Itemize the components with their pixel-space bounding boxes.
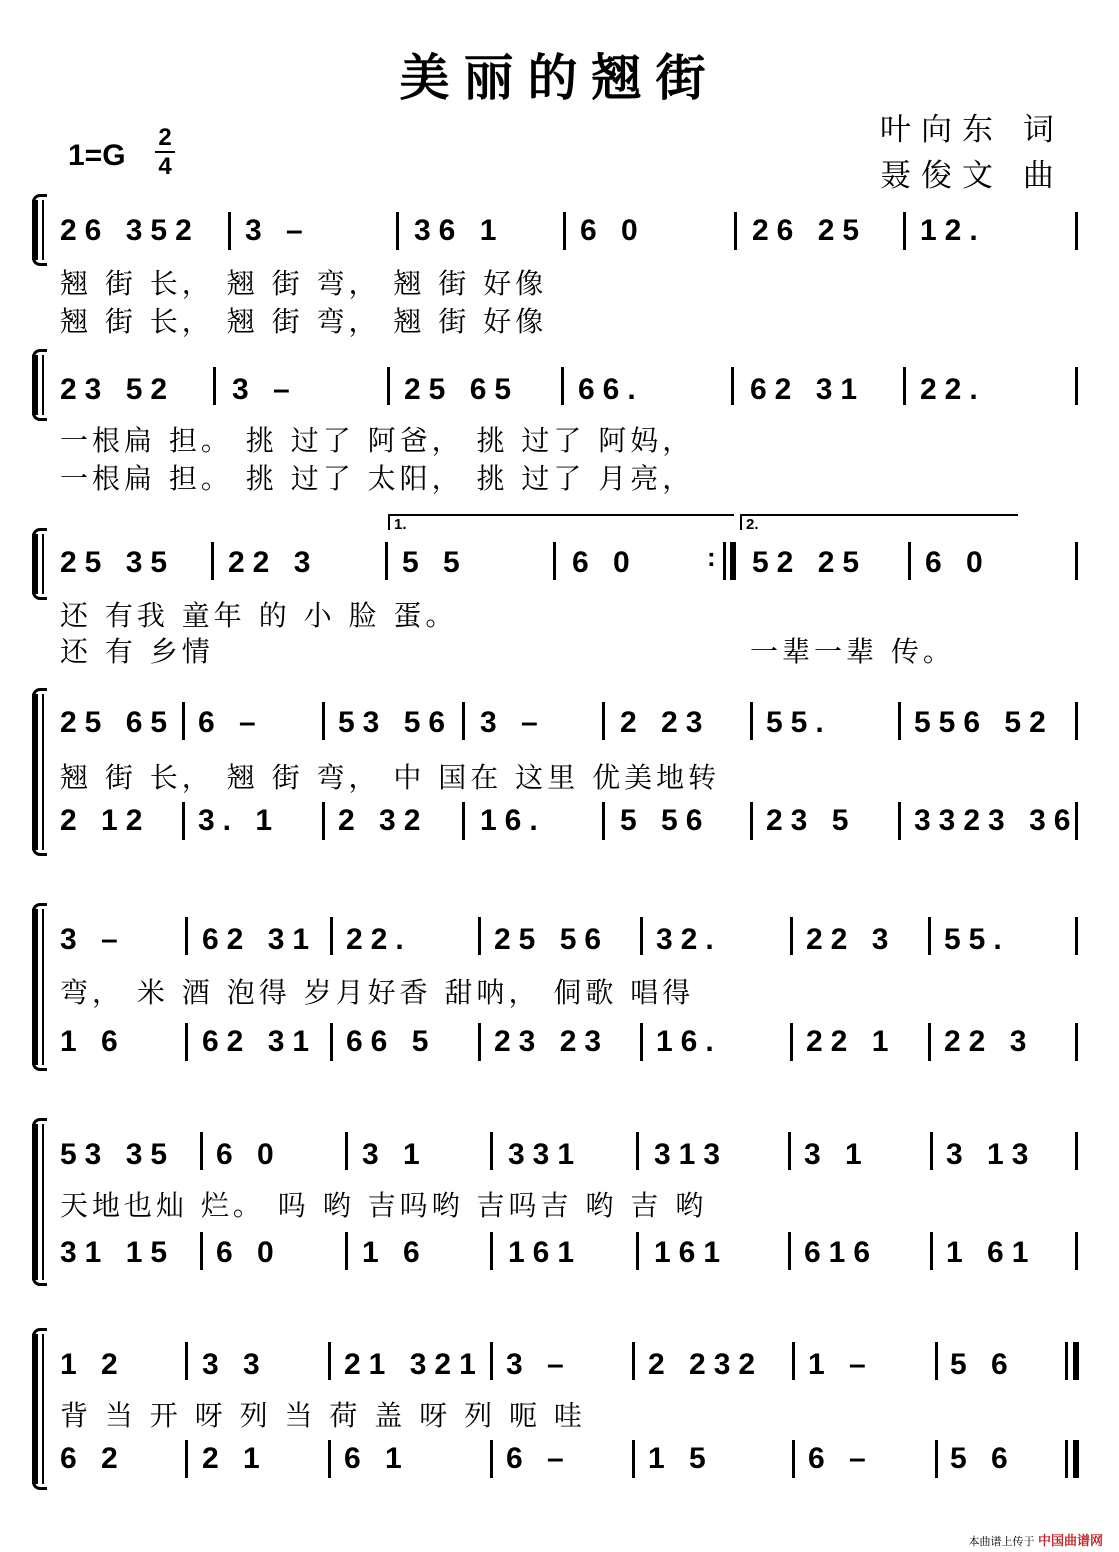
footer-prefix: 本曲谱上传于 <box>968 1535 1035 1548</box>
measure: 5 56 <box>620 804 711 837</box>
barline <box>903 367 906 405</box>
measure: 2 12 <box>60 804 151 837</box>
lyric-line: 一根扁 担。 挑 过了 太阳， 挑 过了 月亮， <box>60 462 695 495</box>
barline <box>462 802 465 840</box>
volta-first-ending: 1. <box>388 514 734 530</box>
system-bracket <box>32 694 38 850</box>
barline <box>185 917 188 955</box>
measure: 616 <box>804 1236 879 1269</box>
barline <box>723 542 726 580</box>
barline <box>322 802 325 840</box>
measure: 6 0 <box>580 214 646 247</box>
score-system-6 <box>0 1120 1119 1290</box>
lyric-line: 翘 街 长， 翘 街 弯， 翘 街 好像 <box>60 305 548 338</box>
lyric-line: 翘 街 长， 翘 街 弯， 中 国在 这里 优美地转 <box>60 761 721 794</box>
barline <box>636 1132 639 1170</box>
score-system-2 <box>0 355 1119 495</box>
barline <box>788 1232 791 1270</box>
measure: 55. <box>944 923 1010 956</box>
barline <box>790 917 793 955</box>
barline <box>928 1023 931 1061</box>
measure: 6 0 <box>216 1138 282 1171</box>
barline <box>792 1342 795 1380</box>
measure: 3 – <box>60 923 126 956</box>
measure: 53 56 <box>338 706 454 739</box>
barline <box>935 1440 938 1478</box>
repeat-sign: : <box>707 542 716 572</box>
lyricist-credit: 叶向东 词 <box>880 112 1064 148</box>
measure: 331 <box>508 1138 583 1171</box>
time-signature-bottom: 4 <box>158 153 172 180</box>
barline <box>185 1342 188 1380</box>
barline <box>908 542 911 580</box>
measure: 25 56 <box>494 923 610 956</box>
barline <box>1075 212 1078 250</box>
measure: 53 35 <box>60 1138 176 1171</box>
barline <box>1075 542 1078 580</box>
barline <box>213 367 216 405</box>
measure: 16. <box>656 1025 722 1058</box>
measure: 6 0 <box>216 1236 282 1269</box>
system-bracket <box>32 909 38 1065</box>
barline <box>490 1440 493 1478</box>
measure: 1 5 <box>648 1442 714 1475</box>
barline <box>553 542 556 580</box>
barline <box>563 212 566 250</box>
measure: 313 <box>654 1138 729 1171</box>
measure: 2 1 <box>202 1442 268 1475</box>
barline <box>1075 367 1078 405</box>
score-system-3 <box>0 512 1119 672</box>
measure: 21 321 <box>344 1348 484 1381</box>
lyric-line: 翘 街 长， 翘 街 弯， 翘 街 好像 <box>60 267 548 300</box>
barline <box>750 802 753 840</box>
measure: 3 3 <box>202 1348 268 1381</box>
time-signature-top: 2 <box>155 124 175 153</box>
score-system-5 <box>0 905 1119 1075</box>
measure: 6 0 <box>925 546 991 579</box>
barline <box>734 212 737 250</box>
barline <box>322 702 325 740</box>
measure: 22. <box>346 923 412 956</box>
measure: 16. <box>480 804 546 837</box>
measure: 6 1 <box>344 1442 410 1475</box>
system-bracket <box>32 355 38 415</box>
system-bracket <box>32 1334 38 1484</box>
lyric-line: 一辈一辈 传。 <box>750 635 955 668</box>
measure: 1 – <box>808 1348 874 1381</box>
measure: 52 25 <box>752 546 868 579</box>
barline <box>396 212 399 250</box>
system-bracket <box>32 1124 38 1280</box>
score-system-4 <box>0 690 1119 860</box>
song-title: 美丽的翘街 <box>399 48 720 107</box>
barline <box>330 917 333 955</box>
final-barline-thin <box>1065 1342 1068 1380</box>
measure: 5 5 <box>402 546 468 579</box>
barline <box>182 702 185 740</box>
measure: 22 3 <box>806 923 897 956</box>
barline <box>228 212 231 250</box>
barline <box>898 802 901 840</box>
barline <box>602 702 605 740</box>
measure: 6 – <box>198 706 264 739</box>
measure: 22 3 <box>944 1025 1035 1058</box>
key-signature: 1=G <box>68 139 126 172</box>
measure: 1 2 <box>60 1348 126 1381</box>
barline <box>928 917 931 955</box>
barline <box>640 917 643 955</box>
measure: 3323 36 <box>914 804 1079 837</box>
barline <box>478 1023 481 1061</box>
volta-second-ending: 2. <box>740 514 1018 530</box>
barline <box>328 1342 331 1380</box>
score-system-7 <box>0 1330 1119 1500</box>
barline <box>385 542 388 580</box>
lyric-line: 一根扁 担。 挑 过了 阿爸， 挑 过了 阿妈， <box>60 424 695 457</box>
system-bracket <box>32 200 38 260</box>
measure: 26 25 <box>752 214 868 247</box>
measure: 6 – <box>506 1442 572 1475</box>
final-barline-thick <box>1073 1440 1079 1478</box>
measure: 22. <box>920 373 986 406</box>
barline <box>636 1232 639 1270</box>
system-bracket <box>32 534 38 594</box>
barline <box>328 1440 331 1478</box>
lyric-line: 背 当 开 呀 列 当 荷 盖 呀 列 呃 哇 <box>60 1399 586 1432</box>
lyric-line: 弯， 米 酒 泡得 岁月好香 甜呐， 侗歌 唱得 <box>60 976 695 1009</box>
final-barline-thin <box>1065 1440 1068 1478</box>
measure: 6 – <box>808 1442 874 1475</box>
measure: 2 32 <box>338 804 429 837</box>
barline <box>750 702 753 740</box>
barline <box>1075 1023 1078 1061</box>
measure: 66 5 <box>346 1025 437 1058</box>
barline <box>462 702 465 740</box>
barline <box>345 1232 348 1270</box>
score-system-1 <box>0 200 1119 340</box>
measure: 3 13 <box>946 1138 1037 1171</box>
barline <box>345 1132 348 1170</box>
barline <box>185 1440 188 1478</box>
measure: 161 <box>508 1236 583 1269</box>
barline <box>561 367 564 405</box>
measure: 32. <box>656 923 722 956</box>
barline <box>632 1342 635 1380</box>
measure: 22 3 <box>228 546 319 579</box>
measure: 1 6 <box>60 1025 126 1058</box>
barline <box>1075 917 1078 955</box>
barline <box>790 1023 793 1061</box>
final-barline-thick <box>1073 1342 1079 1380</box>
measure: 2 23 <box>620 706 711 739</box>
measure: 556 52 <box>914 706 1054 739</box>
measure: 12. <box>920 214 986 247</box>
measure: 2 232 <box>648 1348 764 1381</box>
footer-watermark <box>968 1530 1103 1549</box>
measure: 62 31 <box>202 1025 318 1058</box>
barline <box>898 702 901 740</box>
measure: 36 1 <box>414 214 505 247</box>
measure: 3. 1 <box>198 804 281 837</box>
barline <box>930 1132 933 1170</box>
barline <box>731 367 734 405</box>
measure: 22 1 <box>806 1025 897 1058</box>
barline <box>930 1232 933 1270</box>
barline <box>490 1132 493 1170</box>
measure: 23 5 <box>766 804 857 837</box>
barline <box>640 1023 643 1061</box>
barline <box>632 1440 635 1478</box>
barline <box>1075 1232 1078 1270</box>
measure: 62 31 <box>750 373 866 406</box>
barline <box>602 802 605 840</box>
measure: 3 – <box>506 1348 572 1381</box>
lyric-line: 天地也灿 烂。 吗 哟 吉吗哟 吉吗吉 哟 吉 哟 <box>60 1189 708 1222</box>
barline <box>330 1023 333 1061</box>
measure: 5 6 <box>950 1442 1016 1475</box>
barline <box>730 542 736 580</box>
barline <box>1075 1132 1078 1170</box>
measure: 5 6 <box>950 1348 1016 1381</box>
barline <box>200 1132 203 1170</box>
time-signature <box>155 124 175 180</box>
measure: 25 65 <box>404 373 520 406</box>
measure: 55. <box>766 706 832 739</box>
barline <box>185 1023 188 1061</box>
barline <box>211 542 214 580</box>
lyric-line: 还 有 乡情 <box>60 635 214 668</box>
measure: 3 1 <box>804 1138 870 1171</box>
composer-credit: 聂俊文 曲 <box>880 158 1064 194</box>
measure: 6 0 <box>572 546 638 579</box>
barline <box>935 1342 938 1380</box>
barline <box>478 917 481 955</box>
measure: 23 52 <box>60 373 176 406</box>
site-logo-text: 中国曲谱网 <box>1037 1534 1103 1549</box>
barline <box>387 367 390 405</box>
barline <box>490 1342 493 1380</box>
barline <box>490 1232 493 1270</box>
lyric-line: 还 有我 童年 的 小 脸 蛋。 <box>60 599 458 632</box>
measure: 6 2 <box>60 1442 126 1475</box>
barline <box>788 1132 791 1170</box>
measure: 62 31 <box>202 923 318 956</box>
measure: 26 352 <box>60 214 200 247</box>
measure: 161 <box>654 1236 729 1269</box>
measure: 3 1 <box>362 1138 428 1171</box>
measure: 25 35 <box>60 546 176 579</box>
measure: 23 23 <box>494 1025 610 1058</box>
barline <box>903 212 906 250</box>
barline <box>1075 702 1078 740</box>
measure: 3 – <box>480 706 546 739</box>
measure: 3 – <box>245 214 311 247</box>
measure: 25 65 <box>60 706 176 739</box>
measure: 31 15 <box>60 1236 176 1269</box>
barline <box>792 1440 795 1478</box>
barline <box>200 1232 203 1270</box>
measure: 66. <box>578 373 644 406</box>
measure: 1 6 <box>362 1236 428 1269</box>
measure: 3 – <box>232 373 298 406</box>
measure: 1 61 <box>946 1236 1037 1269</box>
barline <box>182 802 185 840</box>
